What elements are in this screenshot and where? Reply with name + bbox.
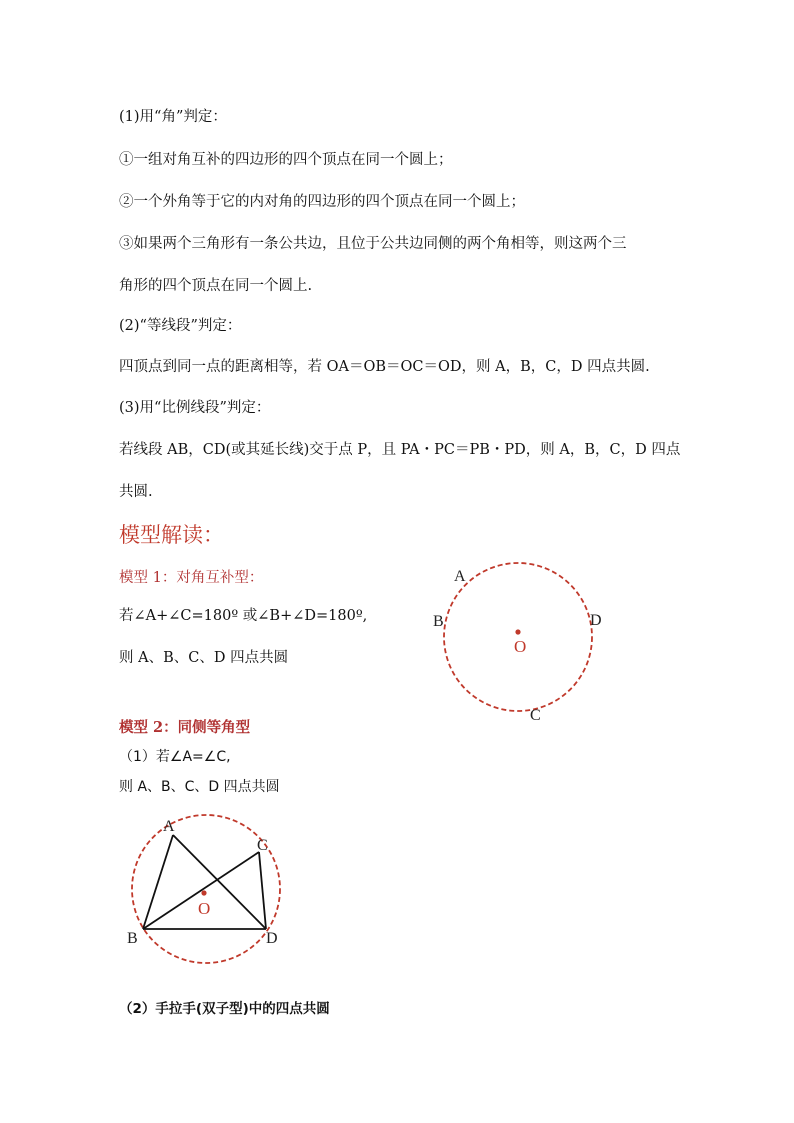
model2-label-a: A xyxy=(163,818,175,835)
model2-title: 模型 2：同侧等角型 xyxy=(119,719,251,736)
segment-ad xyxy=(173,835,266,929)
section3-line1: 若线段 AB，CD(或其延长线)交于点 P，且 PA・PC＝PB・PD，则 A，B，C，D 四点 xyxy=(119,442,681,458)
section2-text: 四顶点到同一点的距离相等，若 OA＝OB＝OC＝OD，则 A，B，C，D 四点共圆. xyxy=(119,359,650,375)
model1-label-d: D xyxy=(590,612,602,629)
section3-title: (3)用“比例线段”判定： xyxy=(119,400,271,416)
model2-label-c: C xyxy=(257,837,268,854)
section3-line2: 共圆. xyxy=(119,484,153,500)
rule-item-2: ②一个外角等于它的内对角的四边形的四个顶点在同一个圆上； xyxy=(119,194,525,210)
rule-item-3-line1: ③如果两个三角形有一条公共边，且位于公共边同侧的两个角相等，则这两个三 xyxy=(119,236,627,252)
model1-figure xyxy=(430,560,620,730)
model1-condition: 若∠A+∠C=180º 或∠B+∠D=180º, xyxy=(119,608,368,624)
model2-label-b: B xyxy=(127,930,138,947)
model2-label-d: D xyxy=(266,930,278,947)
section2-title: (2)“等线段”判定： xyxy=(119,318,242,334)
model1-label-a: A xyxy=(454,568,466,585)
segment-ab xyxy=(143,835,173,929)
model2-label-o: O xyxy=(198,899,211,918)
model2-figure xyxy=(120,810,290,950)
model2-sub1-conclusion: 则 A、B、C、D 四点共圆 xyxy=(119,779,280,795)
rule-item-1: ①一组对角互补的四边形的四个顶点在同一个圆上； xyxy=(119,152,453,168)
model1-conclusion: 则 A、B、C、D 四点共圆 xyxy=(119,650,289,666)
model1-label-c: C xyxy=(530,707,541,724)
model2-sub1: （1）若∠A=∠C, xyxy=(119,749,231,765)
model1-label-b: B xyxy=(433,613,444,630)
rule-item-3-line2: 角形的四个顶点在同一个圆上. xyxy=(119,278,313,294)
segment-cd xyxy=(259,852,266,929)
model2-sub2: （2）手拉手(双子型)中的四点共圆 xyxy=(119,1001,330,1017)
model2-center-point xyxy=(201,890,206,895)
model1-title: 模型 1：对角互补型： xyxy=(119,570,264,586)
model1-center-point xyxy=(515,629,520,634)
model-heading: 模型解读： xyxy=(119,523,224,547)
model1-label-o: O xyxy=(514,637,527,656)
section1-title: (1)用“角”判定： xyxy=(119,109,227,125)
